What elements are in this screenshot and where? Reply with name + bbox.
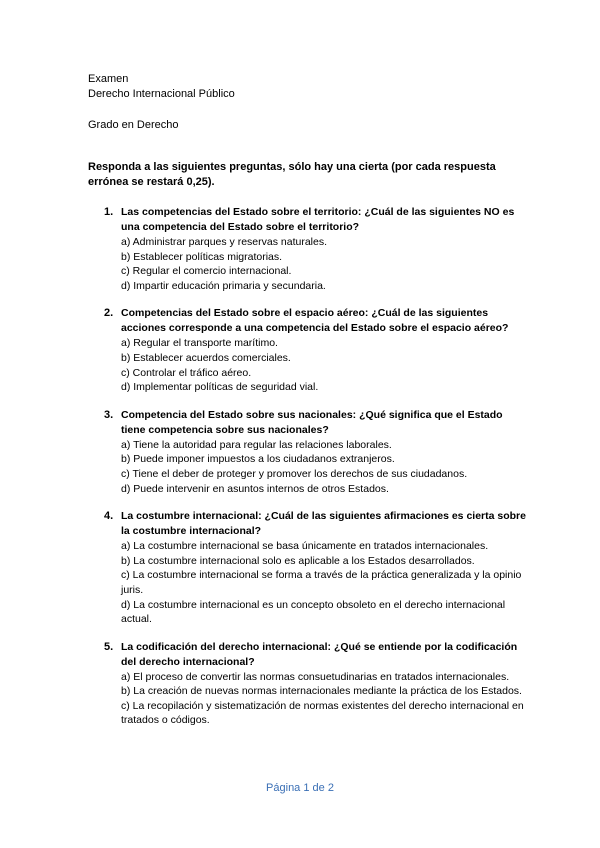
answer-option: c) Controlar el tráfico aéreo. [121,366,252,379]
question-item [88,306,528,394]
page-number: Página 1 de 2 [266,782,334,794]
question-text: Las competencias del Estado sobre el territorio: ¿Cuál de las siguientes NO es una competencia del Estado sobre el territorio? [121,206,515,233]
question-text: Competencias del Estado sobre el espacio aéreo: ¿Cuál de las siguientes acciones corresponde a una competencia del Estado sobre el espacio aéreo? [121,307,509,335]
question-text: Competencia del Estado sobre sus nacionales: ¿Qué significa que el Estado tiene competencia sobre sus nacionales? [121,408,503,436]
answer-option: c) La costumbre internacional se forma a través de la práctica generalizada y la opinio juris. [121,569,522,596]
answer-option: b) Establecer políticas migratorias. [121,250,283,263]
answer-option: b) La costumbre internacional solo es aplicable a los Estados desarrollados. [121,554,475,567]
instructions: Responda a las siguientes preguntas, sólo hay una cierta (por cada respuesta errónea se restará 0,25). [88,161,496,188]
question-text: La costumbre internacional: ¿Cuál de las siguientes afirmaciones es cierta sobre la costumbre internacional? [121,510,526,538]
answer-option: d) Implementar políticas de seguridad vial. [121,381,319,394]
degree-label: Grado en Derecho [88,119,179,131]
answer-option: b) Establecer acuerdos comerciales. [121,351,291,364]
answer-option: b) Puede imponer impuestos a los ciudadanos extranjeros. [121,453,395,466]
question-item [88,205,528,293]
answer-option: a) Administrar parques y reservas naturales. [121,236,328,248]
answer-option: d) Impartir educación primaria y secundaria. [121,279,326,292]
answer-option: a) Regular el transporte marítimo. [121,337,278,350]
question-number: 1. [104,206,114,218]
question-item [88,408,528,496]
answer-option: c) Regular el comercio internacional. [121,265,292,278]
answer-option: a) El proceso de convertir las normas consuetudinarias en tratados internacionales. [121,670,510,683]
question-number: 4. [104,510,114,523]
answer-option: c) La recopilación y sistematización de normas existentes del derecho internacional en tratados o códigos. [121,699,524,727]
course-title: Derecho Internacional Público [88,88,235,100]
answer-option: d) Puede intervenir en asuntos internos de otros Estados. [121,482,389,495]
answer-option: a) La costumbre internacional se basa únicamente en tratados internacionales. [121,540,489,553]
question-number: 2. [104,307,114,320]
answer-option: d) La costumbre internacional es un concepto obsoleto en el derecho internacional actual. [121,598,506,626]
question-list [88,205,528,741]
question-item [88,640,528,728]
answer-option: b) La creación de nuevas normas internacionales mediante la práctica de los Estados. [121,685,522,698]
question-number: 5. [104,640,114,653]
question-item [88,509,528,627]
question-number: 3. [104,408,114,421]
question-text: La codificación del derecho internacional: ¿Qué se entiende por la codificación del derecho internacional? [121,640,518,668]
answer-option: a) Tiene la autoridad para regular las relaciones laborales. [121,438,392,451]
exam-label: Examen [88,73,129,85]
answer-option: c) Tiene el deber de proteger y promover los derechos de sus ciudadanos. [121,467,468,480]
